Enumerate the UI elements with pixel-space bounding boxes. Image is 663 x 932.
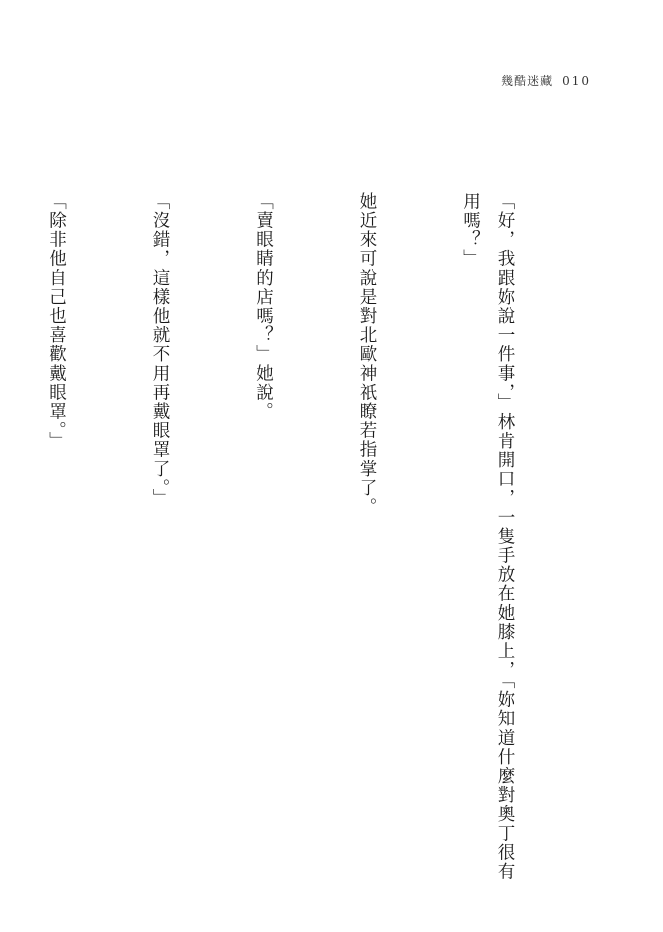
body-text xyxy=(46,192,591,882)
paragraph: 「賣眼睛的店嗎？」她說。 xyxy=(253,192,274,422)
paragraph: 「除非他自己也喜歡戴眼罩。」 xyxy=(46,192,67,451)
page-number: 010 xyxy=(562,74,591,88)
book-title: 幾酷迷藏 xyxy=(501,74,554,88)
paragraph: 「好，我跟妳說一件事，」林肯開口，一隻手放在她膝上，「妳知道什麼對奧丁很有用嗎？」 xyxy=(460,192,515,882)
paragraph: 「沒錯，這樣他就不用再戴眼罩了。」 xyxy=(150,192,170,508)
paragraph: 她近來可說是對北歐神祇瞭若指掌了。 xyxy=(357,192,377,517)
running-header xyxy=(501,72,591,89)
